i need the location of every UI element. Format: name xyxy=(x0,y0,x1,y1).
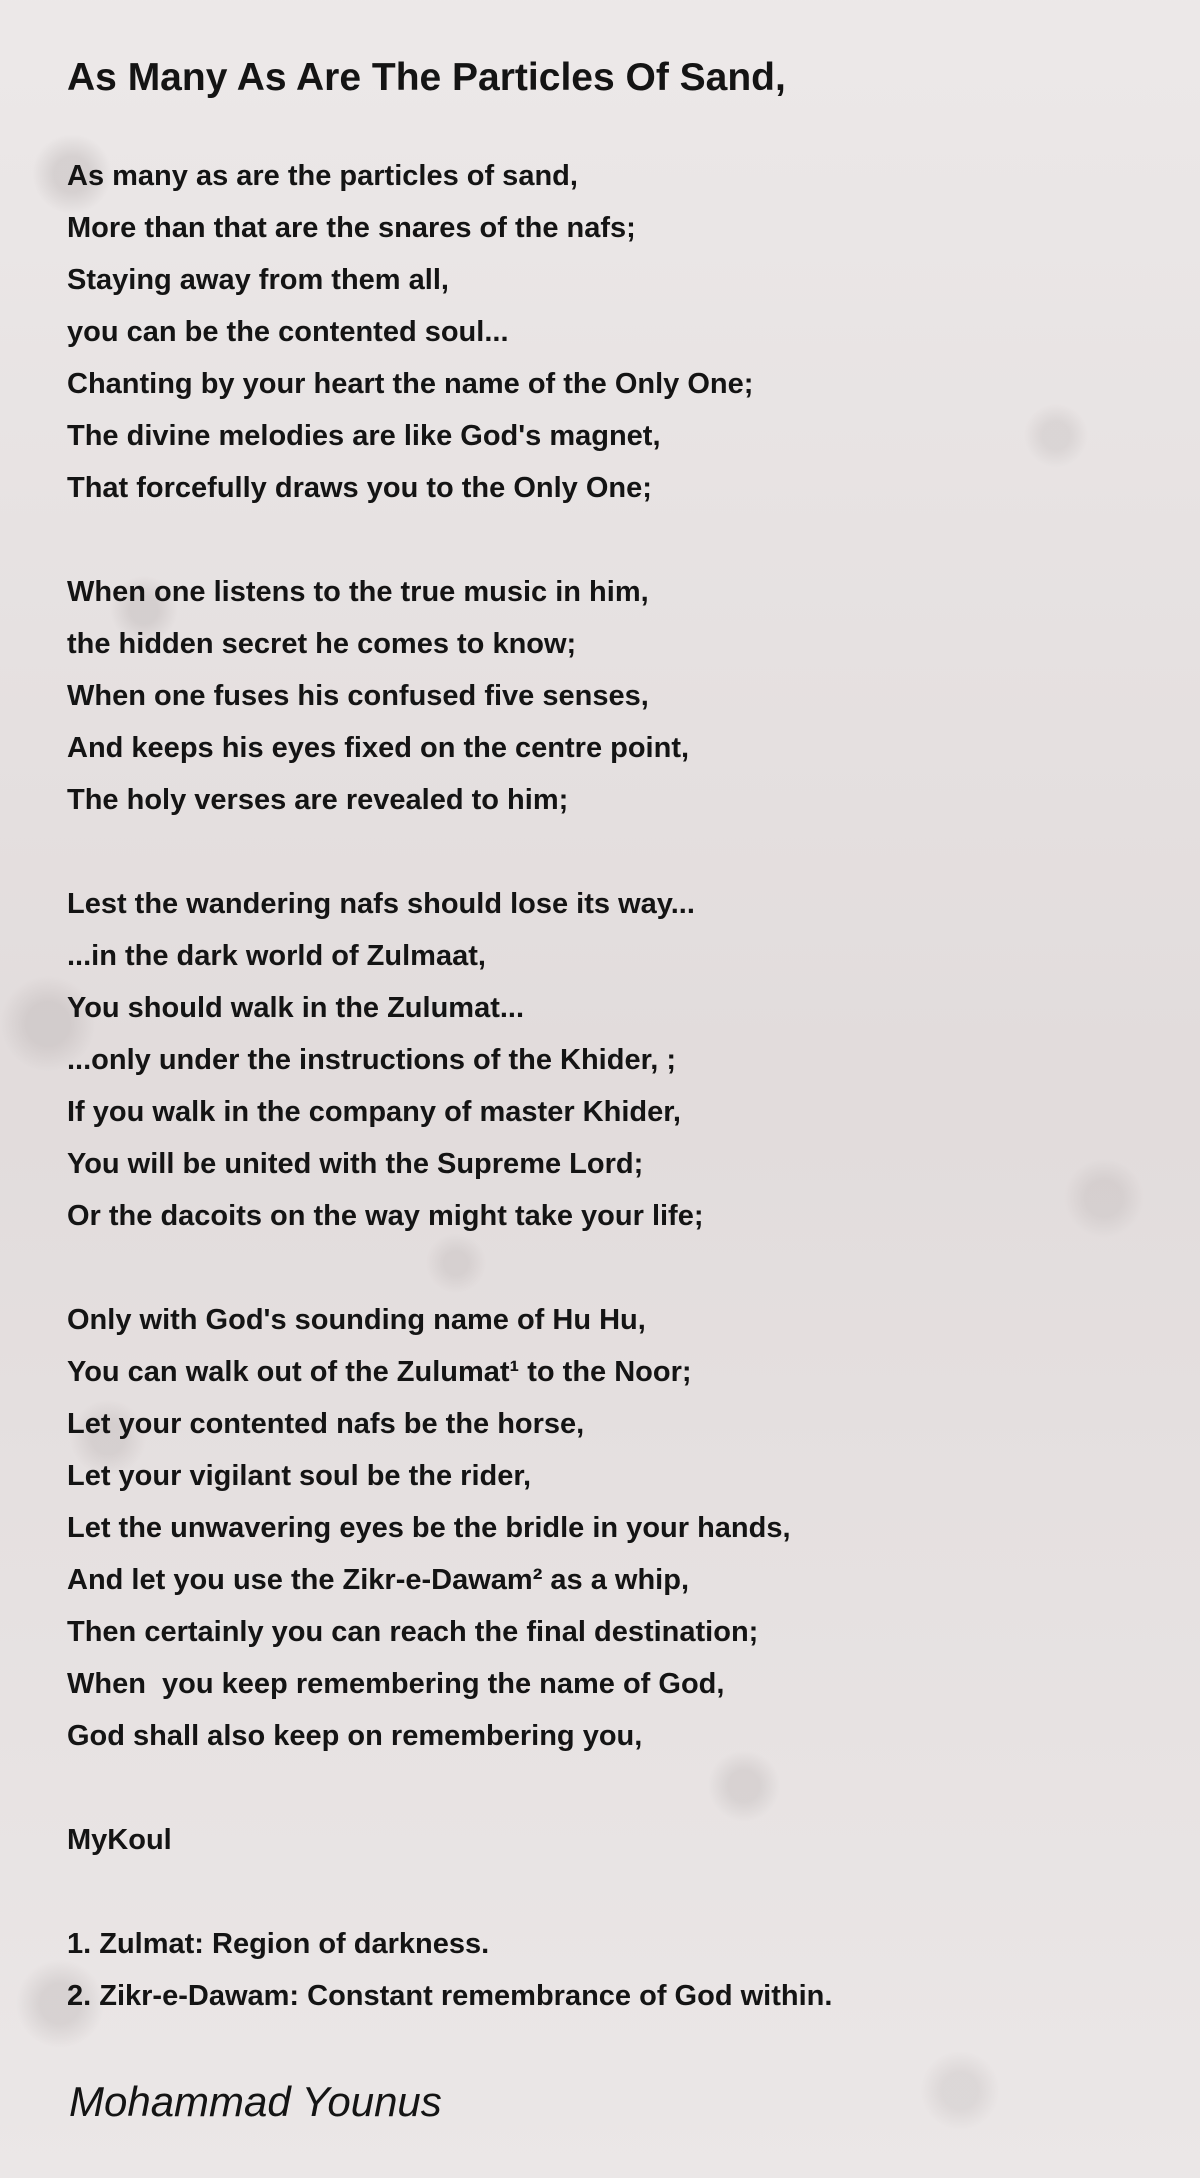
footnote: 2. Zikr-e-Dawam: Constant remembrance of God within. xyxy=(67,1980,833,2012)
poem-line: you can be the contented soul... xyxy=(67,316,509,348)
poem-line: Let your contented nafs be the horse, xyxy=(67,1408,585,1440)
poem-signature: MyKoul xyxy=(67,1824,172,1856)
poem-line: You can walk out of the Zulumat¹ to the Noor; xyxy=(67,1356,692,1388)
poem-line: You should walk in the Zulumat... xyxy=(67,992,525,1024)
poem-line: Or the dacoits on the way might take your life; xyxy=(67,1200,704,1232)
poem-line: the hidden secret he comes to know; xyxy=(67,628,577,660)
stanza xyxy=(67,878,1147,1242)
poem-line: ...only under the instructions of the Khider, ; xyxy=(67,1044,677,1076)
poem-line: Staying away from them all, xyxy=(67,264,449,296)
poem-line: The divine melodies are like God's magnet, xyxy=(67,420,661,452)
stanza xyxy=(67,1294,1147,1762)
poem-line: Then certainly you can reach the final destination; xyxy=(67,1616,759,1648)
poem-line: God shall also keep on remembering you, xyxy=(67,1720,643,1752)
poem-title: As Many As Are The Particles Of Sand, xyxy=(67,56,786,99)
stanza xyxy=(67,150,1147,514)
stanza xyxy=(67,566,1147,826)
poem-line: Chanting by your heart the name of the Only One; xyxy=(67,368,754,400)
poem-line: Only with God's sounding name of Hu Hu, xyxy=(67,1304,646,1336)
poem-line: And keeps his eyes fixed on the centre point, xyxy=(67,732,690,764)
poem-line: Lest the wandering nafs should lose its way... xyxy=(67,888,695,920)
poem-line: When one listens to the true music in him, xyxy=(67,576,649,608)
poem-body xyxy=(67,150,1147,2074)
poem-line: And let you use the Zikr-e-Dawam² as a whip, xyxy=(67,1564,690,1596)
footnote: 1. Zulmat: Region of darkness. xyxy=(67,1928,490,1960)
poem-line: Let your vigilant soul be the rider, xyxy=(67,1460,532,1492)
poem-line: When you keep remembering the name of God, xyxy=(67,1668,725,1700)
footnotes xyxy=(67,1918,1147,2022)
poem-line: You will be united with the Supreme Lord; xyxy=(67,1148,644,1180)
poem-line: As many as are the particles of sand, xyxy=(67,160,578,192)
poem-line: Let the unwavering eyes be the bridle in your hands, xyxy=(67,1512,791,1544)
poem-line: That forcefully draws you to the Only One; xyxy=(67,472,652,504)
poem-line: When one fuses his confused five senses, xyxy=(67,680,649,712)
poem-author: Mohammad Younus xyxy=(69,2078,442,2125)
poem-line: More than that are the snares of the nafs; xyxy=(67,212,636,244)
poem-line: If you walk in the company of master Khider, xyxy=(67,1096,681,1128)
poem-line: ...in the dark world of Zulmaat, xyxy=(67,940,486,972)
signature-stanza xyxy=(67,1814,1147,1866)
poem-line: The holy verses are revealed to him; xyxy=(67,784,569,816)
